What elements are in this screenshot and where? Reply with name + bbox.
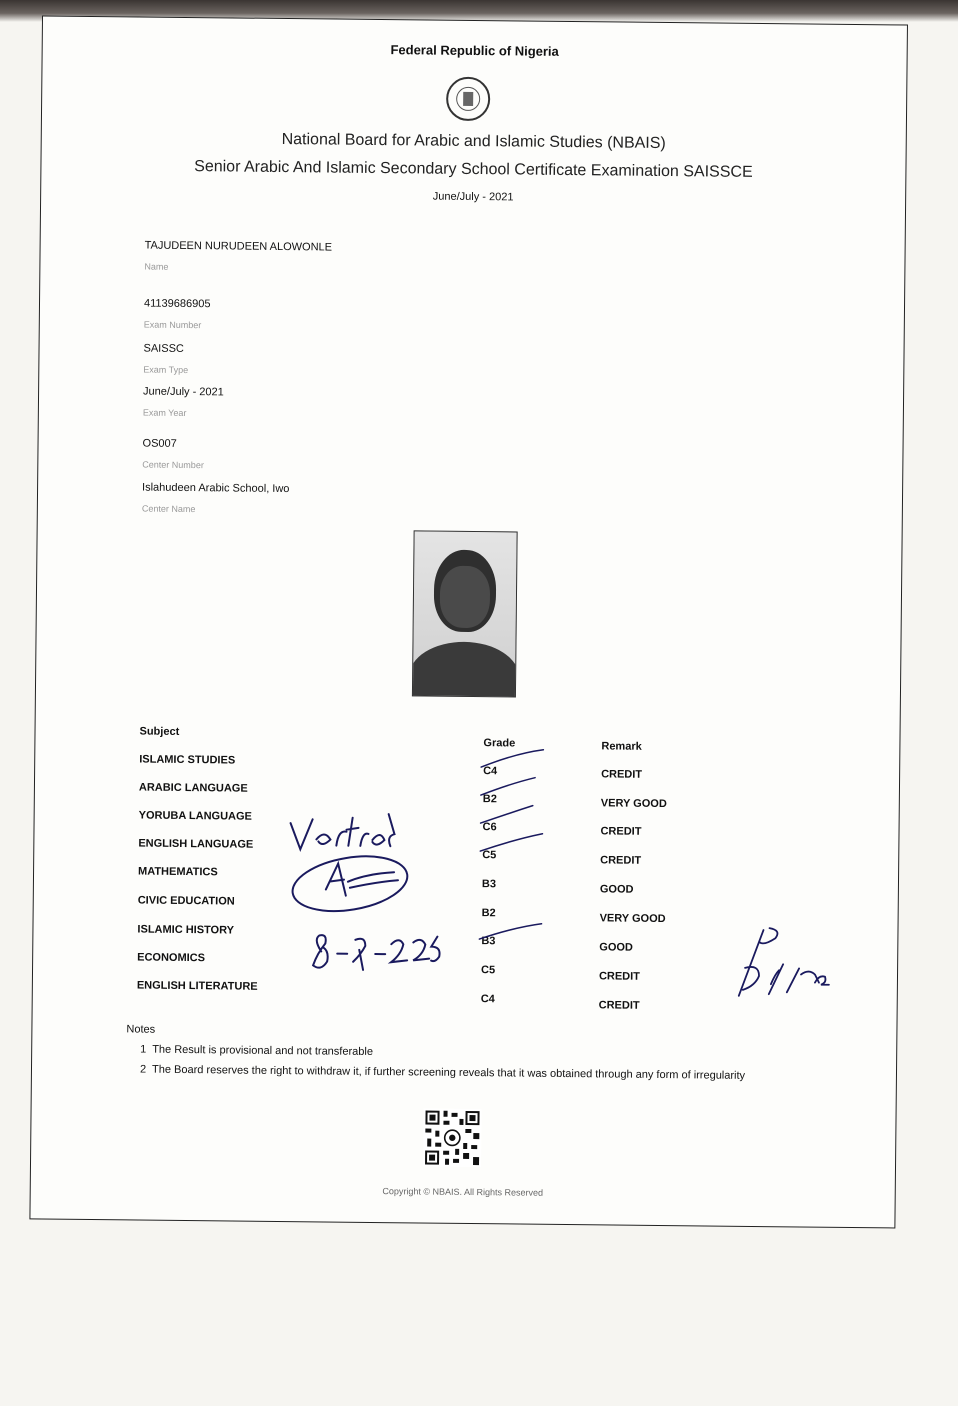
result-remark: CREDIT: [601, 768, 643, 781]
result-remark: CREDIT: [598, 999, 640, 1012]
result-grade: C4: [483, 765, 498, 778]
result-remark: CREDIT: [600, 825, 642, 838]
notes-title: Notes: [126, 1023, 156, 1036]
board-title: National Board for Arabic and Islamic Studies (NBAIS): [281, 130, 666, 153]
result-grade: C6: [482, 821, 497, 834]
exam-title: Senior Arabic And Islamic Secondary School Certificate Examination SAISSCE: [194, 158, 753, 181]
field-value: SAISSC: [143, 342, 184, 355]
grade-header: Grade: [483, 737, 516, 750]
field-label: Exam Type: [143, 364, 189, 376]
candidate-photo: [412, 530, 518, 697]
note-number: 1: [140, 1043, 147, 1056]
signature-initials: [729, 924, 840, 1005]
field-center-name: [142, 482, 290, 516]
result-subject: CIVIC EDUCATION: [137, 894, 235, 908]
field-label: Center Number: [142, 459, 204, 471]
exam-date: June/July - 2021: [432, 190, 514, 204]
note-text: The Board reserves the right to withdraw it, if further screening reveals that it was obtained through any form of irregularity: [151, 1063, 746, 1082]
note-text: The Result is provisional and not transferable: [152, 1043, 374, 1058]
note-number: 2: [139, 1063, 147, 1076]
result-remark: GOOD: [599, 883, 634, 896]
field-name: [144, 240, 332, 274]
field-exam-type: [143, 343, 188, 375]
result-subject: ARABIC LANGUAGE: [138, 781, 248, 795]
copyright-text: Copyright © NBAIS. All Rights Reserved: [382, 1186, 544, 1198]
note-item: [140, 1044, 373, 1058]
field-value: TAJUDEEN NURUDEEN ALOWONLE: [144, 239, 333, 254]
qr-code-icon: [423, 1109, 482, 1168]
result-grade: C4: [480, 993, 495, 1006]
result-remark: GOOD: [599, 941, 633, 954]
field-value: June/July - 2021: [143, 385, 224, 399]
result-grade: B3: [481, 935, 496, 948]
field-exam-number: [144, 298, 211, 331]
field-exam-year: [143, 386, 224, 419]
result-remark: VERY GOOD: [599, 912, 666, 926]
result-grade: C5: [480, 964, 496, 977]
note-item: [140, 1064, 745, 1082]
result-remark: CREDIT: [600, 854, 642, 867]
field-label: Exam Year: [142, 407, 187, 418]
field-value: Islahudeen Arabic School, Iwo: [142, 481, 290, 496]
result-subject: ECONOMICS: [137, 951, 206, 965]
subject-header: Subject: [139, 725, 180, 738]
result-grade: B3: [481, 878, 497, 891]
verification-stamp: [285, 809, 457, 1001]
field-label: Name: [144, 261, 169, 272]
result-certificate: [29, 15, 908, 1228]
result-subject: YORUBA LANGUAGE: [138, 809, 252, 823]
remark-header: Remark: [601, 740, 642, 753]
field-value: OS007: [142, 437, 177, 450]
result-subject: ISLAMIC STUDIES: [139, 753, 236, 767]
result-subject: ENGLISH LITERATURE: [136, 979, 258, 993]
result-grade: C5: [482, 849, 497, 862]
result-grade: B2: [482, 793, 497, 806]
field-label: Center Name: [141, 503, 196, 515]
field-value: 41139686905: [143, 297, 211, 311]
country-title: Federal Republic of Nigeria: [390, 42, 559, 59]
result-remark: CREDIT: [598, 970, 641, 983]
result-grade: B2: [481, 907, 496, 920]
result-subject: MATHEMATICS: [138, 865, 218, 879]
result-subject: ENGLISH LANGUAGE: [138, 837, 254, 851]
result-remark: VERY GOOD: [600, 797, 667, 811]
nbais-seal-icon: [446, 77, 490, 121]
field-center-number: [142, 438, 204, 471]
field-label: Exam Number: [143, 319, 202, 331]
result-subject: ISLAMIC HISTORY: [137, 923, 235, 937]
